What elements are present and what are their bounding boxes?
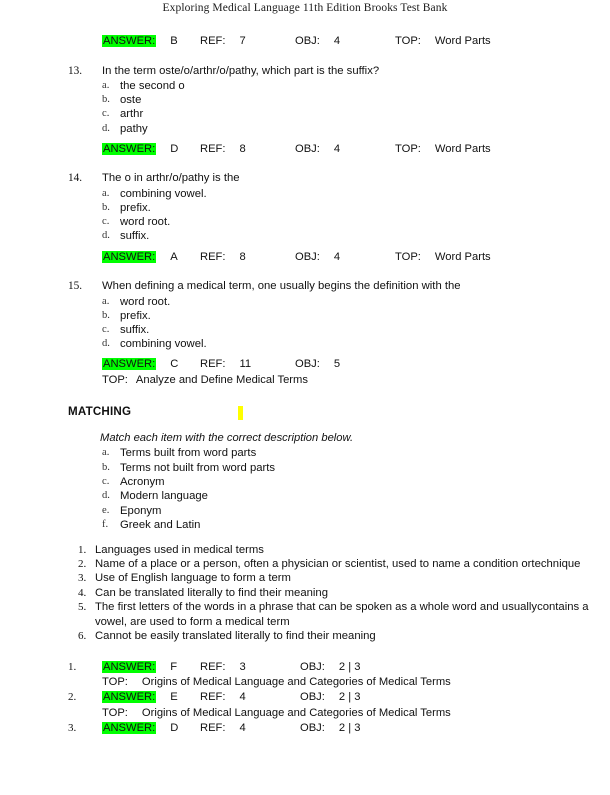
top-label: TOP:	[102, 706, 128, 719]
page-title: Exploring Medical Language 11th Edition Brooks Test Bank	[162, 2, 448, 14]
top-value: Analyze and Define Medical Terms	[135, 374, 308, 387]
option-text: the second o	[120, 80, 185, 92]
option-text: prefix.	[120, 202, 151, 215]
top-value: Origins of Medical Language and Categories of Medical Terms	[141, 706, 451, 719]
obj-column	[300, 690, 360, 705]
matching-option-row[interactable]	[0, 446, 610, 460]
matching-item-number: 5.	[78, 601, 87, 614]
matching-item-row[interactable]	[0, 629, 610, 643]
question-block	[0, 64, 610, 158]
top-label: TOP:	[102, 675, 128, 688]
answer-column	[102, 34, 178, 50]
option-row[interactable]	[0, 309, 610, 323]
ref-value: 8	[239, 250, 246, 263]
obj-column	[295, 357, 340, 373]
answer-label: ANSWER:	[103, 721, 156, 734]
matching-item-number: 4.	[78, 586, 87, 599]
top-column	[395, 250, 491, 266]
answer-label: ANSWER:	[103, 691, 156, 704]
question-stem-line	[0, 171, 610, 186]
matching-item-text: Languages used in medical terms	[95, 543, 264, 556]
question-stem-line	[0, 64, 610, 79]
matching-answer-line	[0, 721, 610, 736]
top-value: Word Parts	[434, 35, 491, 47]
matching-option-letter: d.	[102, 490, 110, 502]
option-text: word root.	[120, 295, 171, 308]
top-column	[395, 142, 491, 158]
option-text: arthr	[120, 108, 144, 121]
ref-label: REF:	[200, 358, 226, 371]
matching-item-text: Can be translated literally to find their meaning	[95, 586, 328, 599]
matching-item-number: 6.	[78, 630, 87, 643]
obj-column	[300, 660, 360, 675]
question-stem: When defining a medical term, one usually begins the definition with the	[102, 280, 461, 293]
answer-value: D	[170, 142, 179, 155]
obj-label: OBJ:	[300, 660, 325, 673]
ref-value: 7	[239, 35, 246, 47]
answer-line	[0, 357, 610, 373]
top-label: TOP:	[102, 374, 128, 387]
option-text: combining vowel.	[120, 338, 207, 351]
option-letter: a.	[102, 80, 110, 91]
option-row[interactable]	[0, 337, 610, 351]
matching-instruction: Match each item with the correct description below.	[100, 432, 354, 445]
matching-option-text: Eponym	[120, 504, 162, 517]
answer-value: C	[170, 358, 179, 371]
obj-label: OBJ:	[300, 691, 325, 704]
matching-item-number: 3.	[78, 572, 87, 585]
top-label: TOP:	[395, 35, 421, 47]
highlight-mark	[238, 406, 243, 422]
answer-value: D	[170, 721, 179, 734]
option-row[interactable]	[0, 93, 610, 107]
obj-column	[295, 142, 340, 158]
ref-value: 8	[239, 142, 246, 155]
matching-option-text: Acronym	[120, 476, 165, 489]
option-letter: b.	[102, 94, 110, 106]
ref-value: 3	[239, 660, 246, 673]
question-block	[0, 279, 610, 388]
obj-label: OBJ:	[295, 142, 320, 155]
option-text: suffix.	[120, 324, 150, 337]
matching-option-text: Terms built from word parts	[120, 447, 257, 460]
top-value: Word Parts	[434, 250, 491, 263]
matching-answer-line	[0, 690, 610, 705]
option-row[interactable]	[0, 295, 610, 309]
ref-column	[200, 690, 246, 705]
option-letter: c.	[102, 324, 110, 336]
option-row[interactable]	[0, 215, 610, 229]
ref-column	[200, 660, 246, 675]
top-line	[0, 675, 610, 690]
ref-column	[200, 250, 246, 266]
answer-value: B	[170, 35, 178, 47]
matching-item-row[interactable]	[0, 586, 610, 600]
matching-option-row[interactable]	[0, 489, 610, 503]
option-letter: c.	[102, 108, 110, 120]
answer-column	[102, 660, 177, 675]
answer-line	[0, 250, 610, 266]
option-text: suffix.	[120, 230, 150, 243]
answer-label: ANSWER:	[103, 660, 156, 673]
matching-option-text: Terms not built from word parts	[120, 461, 276, 474]
obj-column	[295, 34, 340, 50]
ref-label: REF:	[200, 691, 226, 704]
matching-heading-text: MATCHING	[68, 405, 132, 419]
question-stem: In the term oste/o/arthr/o/pathy, which part is the suffix?	[102, 64, 380, 77]
obj-column	[295, 250, 340, 266]
matching-item-number: 2.	[78, 558, 87, 571]
top-value: Word Parts	[434, 142, 491, 155]
matching-item-row[interactable]	[0, 543, 610, 557]
obj-label: OBJ:	[295, 250, 320, 263]
option-letter: d.	[102, 230, 110, 242]
obj-value: 4	[333, 35, 341, 47]
option-letter: c.	[102, 216, 110, 228]
matching-option-row[interactable]	[0, 475, 610, 489]
option-letter: b.	[102, 202, 110, 214]
question-stem: The o in arthr/o/pathy is the	[102, 172, 240, 185]
matching-item-row[interactable]	[0, 557, 610, 571]
top-line	[0, 373, 610, 388]
answer-value: A	[170, 250, 178, 263]
question-number: 15.	[68, 280, 83, 293]
ref-column	[200, 34, 246, 50]
matching-option-text: Modern language	[120, 490, 208, 503]
obj-column	[300, 721, 360, 736]
matching-option-letter: f.	[102, 519, 109, 531]
obj-value: 2 | 3	[338, 691, 361, 704]
answer-value: F	[170, 660, 178, 673]
option-text: prefix.	[120, 309, 151, 322]
obj-value: 2 | 3	[338, 721, 361, 734]
answer-label: ANSWER:	[103, 358, 156, 371]
ref-column	[200, 721, 246, 736]
ref-column	[200, 357, 251, 373]
obj-value: 5	[333, 358, 341, 371]
ref-label: REF:	[200, 660, 226, 673]
answer-label: ANSWER:	[103, 35, 156, 47]
option-text: oste	[120, 94, 142, 107]
top-line	[0, 706, 610, 721]
matching-option-row[interactable]	[0, 461, 610, 475]
matching-option-letter: b.	[102, 461, 110, 473]
matching-option-text: Greek and Latin	[120, 519, 201, 532]
ref-label: REF:	[200, 250, 226, 263]
obj-value: 4	[333, 250, 341, 263]
option-row[interactable]	[0, 122, 610, 136]
answer-value: E	[170, 691, 178, 704]
option-letter: d.	[102, 338, 110, 350]
ref-label: REF:	[200, 142, 226, 155]
matching-item-text: Cannot be easily translated literally to find their meaning	[95, 630, 376, 643]
obj-label: OBJ:	[300, 721, 325, 734]
option-text: combining vowel.	[120, 187, 207, 200]
answer-line	[0, 34, 610, 50]
obj-value: 2 | 3	[338, 660, 361, 673]
option-text: word root.	[120, 216, 171, 229]
ref-column	[200, 142, 246, 158]
option-row[interactable]	[0, 79, 610, 93]
answer-label: ANSWER:	[103, 250, 156, 263]
matching-option-letter: c.	[102, 476, 110, 488]
matching-answer-number: 2.	[68, 691, 77, 704]
option-letter: b.	[102, 309, 110, 321]
ref-value: 11	[239, 358, 252, 371]
option-row[interactable]	[0, 201, 610, 215]
matching-option-row[interactable]	[0, 504, 610, 518]
matching-item-text: The first letters of the words in a phrase that can be spoken as a whole word and usuallycontains a vowel, are used to form a medical term	[95, 601, 589, 628]
matching-answer-number: 3.	[68, 721, 77, 734]
matching-item-row[interactable]	[0, 600, 610, 629]
matching-item-text: Use of English language to form a term	[95, 572, 291, 585]
option-letter: a.	[102, 295, 110, 307]
top-value: Origins of Medical Language and Categories of Medical Terms	[141, 675, 451, 688]
option-letter: d.	[102, 122, 110, 134]
answer-column	[102, 357, 178, 373]
option-letter: a.	[102, 187, 110, 199]
matching-answer-number: 1.	[68, 660, 77, 673]
ref-value: 4	[239, 691, 246, 704]
answer-column	[102, 721, 178, 736]
matching-item-number: 1.	[78, 543, 87, 556]
matching-item-row[interactable]	[0, 571, 610, 585]
obj-label: OBJ:	[295, 358, 320, 371]
document-body	[0, 24, 610, 736]
question-number: 14.	[68, 172, 83, 185]
ref-value: 4	[239, 721, 246, 734]
matching-item-text: Name of a place or a person, often a physician or scientist, used to name a condition ortechnique	[95, 558, 581, 571]
option-text: pathy	[120, 122, 148, 135]
top-column	[395, 34, 491, 50]
yellow-highlight-icon	[238, 406, 243, 420]
top-label: TOP:	[395, 250, 421, 263]
answer-label: ANSWER:	[103, 142, 156, 155]
top-label: TOP:	[395, 142, 421, 155]
option-row[interactable]	[0, 187, 610, 201]
answer-column	[102, 142, 178, 158]
answer-line	[0, 142, 610, 158]
matching-option-letter: a.	[102, 447, 110, 459]
question-number: 13.	[68, 64, 83, 77]
option-row[interactable]	[0, 107, 610, 121]
question-block	[0, 171, 610, 265]
answer-column	[102, 690, 178, 705]
obj-label: OBJ:	[295, 35, 320, 47]
obj-value: 4	[333, 142, 341, 155]
ref-label: REF:	[200, 721, 226, 734]
question-stem-line	[0, 279, 610, 294]
matching-answer-line	[0, 660, 610, 675]
option-row[interactable]	[0, 229, 610, 243]
matching-section-heading	[0, 404, 610, 420]
option-row[interactable]	[0, 323, 610, 337]
ref-label: REF:	[200, 35, 226, 47]
matching-option-row[interactable]	[0, 518, 610, 532]
answer-column	[102, 250, 178, 266]
matching-option-letter: e.	[102, 504, 110, 516]
